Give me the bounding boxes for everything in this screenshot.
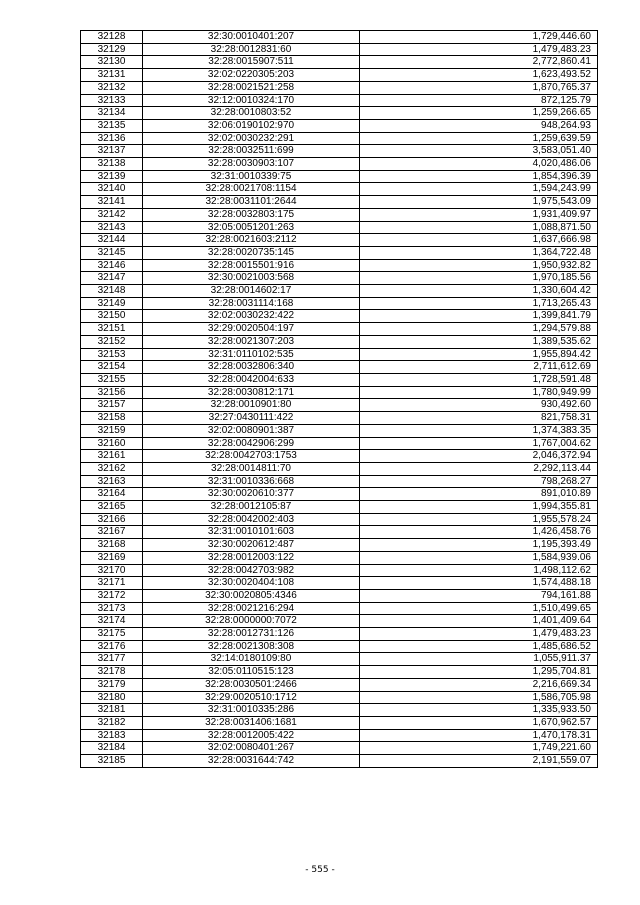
cadastral-code-cell: 32:02:0030232:291	[143, 132, 360, 145]
row-id-cell: 32153	[81, 348, 143, 361]
row-id-cell: 32148	[81, 285, 143, 298]
row-id-cell: 32155	[81, 373, 143, 386]
cadastral-code-cell: 32:06:0190102:970	[143, 119, 360, 132]
table-row	[81, 691, 598, 704]
row-id-cell: 32128	[81, 31, 143, 44]
amount-cell: 1,330,604.42	[360, 285, 598, 298]
cadastral-code-cell: 32:28:0031101:2644	[143, 196, 360, 209]
row-id-cell: 32137	[81, 145, 143, 158]
cadastral-code-cell: 32:28:0031114:168	[143, 297, 360, 310]
amount-cell: 1,594,243.99	[360, 183, 598, 196]
cadastral-code-cell: 32:02:0080901:387	[143, 424, 360, 437]
amount-cell: 1,713,265.43	[360, 297, 598, 310]
cadastral-code-cell: 32:28:0014602:17	[143, 285, 360, 298]
amount-cell: 2,046,372.94	[360, 450, 598, 463]
row-id-cell: 32146	[81, 259, 143, 272]
row-id-cell: 32151	[81, 323, 143, 336]
amount-cell: 1,780,949.99	[360, 386, 598, 399]
cadastral-code-cell: 32:02:0030232:422	[143, 310, 360, 323]
records-table-wrapper	[80, 30, 598, 768]
amount-cell: 1,670,962.57	[360, 716, 598, 729]
row-id-cell: 32166	[81, 513, 143, 526]
table-row	[81, 666, 598, 679]
table-row	[81, 107, 598, 120]
table-row	[81, 69, 598, 82]
table-row	[81, 361, 598, 374]
amount-cell: 1,335,933.50	[360, 704, 598, 717]
table-row	[81, 119, 598, 132]
table-row	[81, 462, 598, 475]
row-id-cell: 32156	[81, 386, 143, 399]
table-row	[81, 272, 598, 285]
row-id-cell: 32175	[81, 628, 143, 641]
cadastral-code-cell: 32:28:0015501:916	[143, 259, 360, 272]
amount-cell: 1,510,499.65	[360, 602, 598, 615]
table-row	[81, 437, 598, 450]
table-row	[81, 170, 598, 183]
cadastral-code-cell: 32:28:0042002:403	[143, 513, 360, 526]
amount-cell: 4,020,486.06	[360, 158, 598, 171]
amount-cell: 948,264.93	[360, 119, 598, 132]
cadastral-code-cell: 32:28:0020735:145	[143, 246, 360, 259]
cadastral-code-cell: 32:30:0020404:108	[143, 577, 360, 590]
cadastral-code-cell: 32:31:0010101:603	[143, 526, 360, 539]
row-id-cell: 32169	[81, 551, 143, 564]
table-row	[81, 259, 598, 272]
row-id-cell: 32177	[81, 653, 143, 666]
table-row	[81, 513, 598, 526]
row-id-cell: 32133	[81, 94, 143, 107]
amount-cell: 1,749,221.60	[360, 742, 598, 755]
amount-cell: 891,010.89	[360, 488, 598, 501]
cadastral-code-cell: 32:28:0012831:60	[143, 43, 360, 56]
table-row	[81, 678, 598, 691]
cadastral-code-cell: 32:28:0021708:1154	[143, 183, 360, 196]
cadastral-code-cell: 32:28:0014811:70	[143, 462, 360, 475]
amount-cell: 1,498,112.62	[360, 564, 598, 577]
table-row	[81, 208, 598, 221]
row-id-cell: 32135	[81, 119, 143, 132]
amount-cell: 872,125.79	[360, 94, 598, 107]
table-row	[81, 234, 598, 247]
cadastral-code-cell: 32:28:0015907:511	[143, 56, 360, 69]
row-id-cell: 32152	[81, 335, 143, 348]
amount-cell: 1,470,178.31	[360, 729, 598, 742]
cadastral-code-cell: 32:30:0010401:207	[143, 31, 360, 44]
amount-cell: 1,399,841.79	[360, 310, 598, 323]
row-id-cell: 32172	[81, 589, 143, 602]
cadastral-code-cell: 32:28:0000000:7072	[143, 615, 360, 628]
cadastral-code-cell: 32:14:0180109:80	[143, 653, 360, 666]
amount-cell: 1,637,666.98	[360, 234, 598, 247]
amount-cell: 2,772,860.41	[360, 56, 598, 69]
row-id-cell: 32138	[81, 158, 143, 171]
amount-cell: 1,854,396.39	[360, 170, 598, 183]
row-id-cell: 32143	[81, 221, 143, 234]
cadastral-code-cell: 32:31:0010335:286	[143, 704, 360, 717]
cadastral-code-cell: 32:28:0010901:80	[143, 399, 360, 412]
table-row	[81, 653, 598, 666]
row-id-cell: 32130	[81, 56, 143, 69]
cadastral-code-cell: 32:28:0042703:982	[143, 564, 360, 577]
row-id-cell: 32184	[81, 742, 143, 755]
cadastral-code-cell: 32:28:0042004:633	[143, 373, 360, 386]
cadastral-code-cell: 32:28:0031644:742	[143, 755, 360, 768]
table-row	[81, 640, 598, 653]
cadastral-code-cell: 32:28:0012105:87	[143, 501, 360, 514]
table-row	[81, 43, 598, 56]
amount-cell: 1,055,911.37	[360, 653, 598, 666]
row-id-cell: 32161	[81, 450, 143, 463]
cadastral-code-cell: 32:05:0110515:123	[143, 666, 360, 679]
row-id-cell: 32132	[81, 81, 143, 94]
cadastral-code-cell: 32:30:0021003:568	[143, 272, 360, 285]
amount-cell: 1,364,722.48	[360, 246, 598, 259]
row-id-cell: 32170	[81, 564, 143, 577]
table-row	[81, 589, 598, 602]
cadastral-code-cell: 32:30:0020805:4346	[143, 589, 360, 602]
table-row	[81, 424, 598, 437]
amount-cell: 1,931,409.97	[360, 208, 598, 221]
table-row	[81, 348, 598, 361]
amount-cell: 1,479,483.23	[360, 43, 598, 56]
cadastral-code-cell: 32:30:0020612:487	[143, 539, 360, 552]
table-row	[81, 183, 598, 196]
row-id-cell: 32163	[81, 475, 143, 488]
amount-cell: 1,970,185.56	[360, 272, 598, 285]
cadastral-code-cell: 32:28:0012003:122	[143, 551, 360, 564]
table-row	[81, 704, 598, 717]
cadastral-code-cell: 32:28:0021216:294	[143, 602, 360, 615]
table-row	[81, 539, 598, 552]
row-id-cell: 32165	[81, 501, 143, 514]
amount-cell: 1,426,458.76	[360, 526, 598, 539]
row-id-cell: 32159	[81, 424, 143, 437]
table-row	[81, 628, 598, 641]
cadastral-code-cell: 32:30:0020610:377	[143, 488, 360, 501]
table-row	[81, 526, 598, 539]
cadastral-code-cell: 32:28:0010803:52	[143, 107, 360, 120]
row-id-cell: 32178	[81, 666, 143, 679]
amount-cell: 1,728,591.48	[360, 373, 598, 386]
amount-cell: 2,292,113.44	[360, 462, 598, 475]
amount-cell: 2,711,612.69	[360, 361, 598, 374]
amount-cell: 794,161.88	[360, 589, 598, 602]
amount-cell: 1,767,004.62	[360, 437, 598, 450]
cadastral-code-cell: 32:28:0042906:299	[143, 437, 360, 450]
table-row	[81, 386, 598, 399]
table-row	[81, 615, 598, 628]
amount-cell: 1,975,543.09	[360, 196, 598, 209]
amount-cell: 1,994,355.81	[360, 501, 598, 514]
row-id-cell: 32144	[81, 234, 143, 247]
cadastral-code-cell: 32:28:0021307:203	[143, 335, 360, 348]
amount-cell: 1,586,705.98	[360, 691, 598, 704]
amount-cell: 1,389,535.62	[360, 335, 598, 348]
table-row	[81, 323, 598, 336]
table-row	[81, 399, 598, 412]
table-row	[81, 285, 598, 298]
table-row	[81, 602, 598, 615]
amount-cell: 1,088,871.50	[360, 221, 598, 234]
row-id-cell: 32129	[81, 43, 143, 56]
table-row	[81, 564, 598, 577]
amount-cell: 1,259,639.59	[360, 132, 598, 145]
table-row	[81, 158, 598, 171]
amount-cell: 1,584,939.06	[360, 551, 598, 564]
cadastral-code-cell: 32:28:0021521:258	[143, 81, 360, 94]
amount-cell: 1,195,393.49	[360, 539, 598, 552]
amount-cell: 930,492.60	[360, 399, 598, 412]
row-id-cell: 32139	[81, 170, 143, 183]
table-row	[81, 196, 598, 209]
table-row	[81, 56, 598, 69]
table-row	[81, 373, 598, 386]
table-row	[81, 742, 598, 755]
table-row	[81, 31, 598, 44]
cadastral-code-cell: 32:28:0012005:422	[143, 729, 360, 742]
table-row	[81, 755, 598, 768]
cadastral-code-cell: 32:02:0080401:267	[143, 742, 360, 755]
amount-cell: 798,268.27	[360, 475, 598, 488]
table-row	[81, 145, 598, 158]
row-id-cell: 32147	[81, 272, 143, 285]
page-number: - 555 -	[305, 865, 335, 875]
table-row	[81, 132, 598, 145]
table-row	[81, 551, 598, 564]
table-row	[81, 297, 598, 310]
cadastral-code-cell: 32:31:0010339:75	[143, 170, 360, 183]
cadastral-code-cell: 32:28:0032806:340	[143, 361, 360, 374]
row-id-cell: 32136	[81, 132, 143, 145]
amount-cell: 1,574,488.18	[360, 577, 598, 590]
row-id-cell: 32162	[81, 462, 143, 475]
row-id-cell: 32176	[81, 640, 143, 653]
amount-cell: 1,955,894.42	[360, 348, 598, 361]
records-table-body	[81, 31, 598, 768]
amount-cell: 1,295,704.81	[360, 666, 598, 679]
row-id-cell: 32140	[81, 183, 143, 196]
cadastral-code-cell: 32:28:0021308:308	[143, 640, 360, 653]
row-id-cell: 32173	[81, 602, 143, 615]
amount-cell: 1,374,383.35	[360, 424, 598, 437]
amount-cell: 1,623,493.52	[360, 69, 598, 82]
table-row	[81, 450, 598, 463]
cadastral-code-cell: 32:12:0010324:170	[143, 94, 360, 107]
table-row	[81, 577, 598, 590]
table-row	[81, 501, 598, 514]
amount-cell: 1,729,446.60	[360, 31, 598, 44]
row-id-cell: 32131	[81, 69, 143, 82]
amount-cell: 2,216,669.34	[360, 678, 598, 691]
table-row	[81, 729, 598, 742]
cadastral-code-cell: 32:31:0110102:535	[143, 348, 360, 361]
row-id-cell: 32167	[81, 526, 143, 539]
row-id-cell: 32157	[81, 399, 143, 412]
cadastral-code-cell: 32:31:0010336:668	[143, 475, 360, 488]
amount-cell: 821,758.31	[360, 412, 598, 425]
cadastral-code-cell: 32:28:0031406:1681	[143, 716, 360, 729]
amount-cell: 1,870,765.37	[360, 81, 598, 94]
cadastral-code-cell: 32:28:0042703:1753	[143, 450, 360, 463]
amount-cell: 1,950,932.82	[360, 259, 598, 272]
cadastral-code-cell: 32:29:0020504:197	[143, 323, 360, 336]
row-id-cell: 32142	[81, 208, 143, 221]
row-id-cell: 32149	[81, 297, 143, 310]
records-table	[80, 30, 598, 768]
table-row	[81, 310, 598, 323]
cadastral-code-cell: 32:28:0012731:126	[143, 628, 360, 641]
cadastral-code-cell: 32:28:0032803:175	[143, 208, 360, 221]
row-id-cell: 32134	[81, 107, 143, 120]
row-id-cell: 32141	[81, 196, 143, 209]
cadastral-code-cell: 32:05:0051201:263	[143, 221, 360, 234]
cadastral-code-cell: 32:02:0220305:203	[143, 69, 360, 82]
row-id-cell: 32180	[81, 691, 143, 704]
row-id-cell: 32145	[81, 246, 143, 259]
cadastral-code-cell: 32:28:0021603:2112	[143, 234, 360, 247]
table-row	[81, 221, 598, 234]
amount-cell: 1,955,578.24	[360, 513, 598, 526]
table-row	[81, 488, 598, 501]
table-row	[81, 475, 598, 488]
amount-cell: 2,191,559.07	[360, 755, 598, 768]
row-id-cell: 32181	[81, 704, 143, 717]
row-id-cell: 32158	[81, 412, 143, 425]
amount-cell: 3,583,051.40	[360, 145, 598, 158]
table-row	[81, 246, 598, 259]
row-id-cell: 32150	[81, 310, 143, 323]
row-id-cell: 32183	[81, 729, 143, 742]
cadastral-code-cell: 32:28:0030903:107	[143, 158, 360, 171]
row-id-cell: 32171	[81, 577, 143, 590]
table-row	[81, 81, 598, 94]
cadastral-code-cell: 32:29:0020510:1712	[143, 691, 360, 704]
amount-cell: 1,485,686.52	[360, 640, 598, 653]
cadastral-code-cell: 32:28:0032511:699	[143, 145, 360, 158]
cadastral-code-cell: 32:28:0030812:171	[143, 386, 360, 399]
amount-cell: 1,479,483.23	[360, 628, 598, 641]
row-id-cell: 32168	[81, 539, 143, 552]
amount-cell: 1,259,266.65	[360, 107, 598, 120]
table-row	[81, 412, 598, 425]
table-row	[81, 716, 598, 729]
amount-cell: 1,401,409.64	[360, 615, 598, 628]
row-id-cell: 32164	[81, 488, 143, 501]
row-id-cell: 32160	[81, 437, 143, 450]
table-row	[81, 335, 598, 348]
table-row	[81, 94, 598, 107]
cadastral-code-cell: 32:28:0030501:2466	[143, 678, 360, 691]
cadastral-code-cell: 32:27:0430111:422	[143, 412, 360, 425]
row-id-cell: 32154	[81, 361, 143, 374]
row-id-cell: 32174	[81, 615, 143, 628]
row-id-cell: 32185	[81, 755, 143, 768]
amount-cell: 1,294,579.88	[360, 323, 598, 336]
row-id-cell: 32179	[81, 678, 143, 691]
row-id-cell: 32182	[81, 716, 143, 729]
